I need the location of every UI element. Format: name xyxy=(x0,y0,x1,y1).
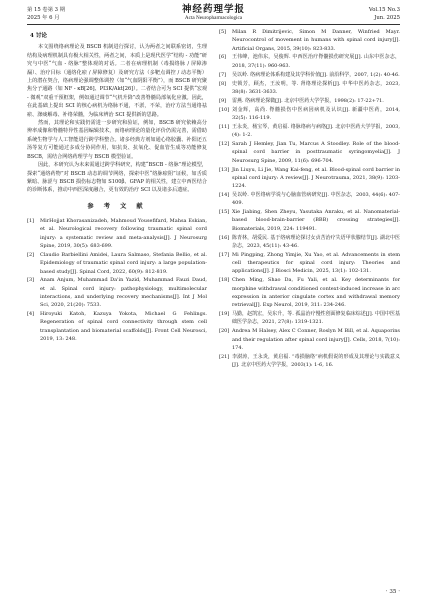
reference-number: [15] xyxy=(219,209,230,216)
reference-text: Jin Liuyu, Li Jie, Wang Kai-feng, et al. Blood-spinal cord barrier in spinal cord injury: A review[J]. J Neurotrauma, 2021, 38(9): 1203-1224. xyxy=(232,166,400,190)
journal-title: 神经药理学报 xyxy=(181,4,245,15)
reference-number: [3] xyxy=(27,277,35,284)
reference-text: 雷燕. 络病理论探微[J]. 北京中医药大学学报，1998(2): 17-22+71. xyxy=(232,97,384,104)
reference-number: [11] xyxy=(219,123,230,130)
discussion-paragraph: 然而，其理论和实践仍需进一步研究和验证，例如，BSCB 研究依赖高分辨率成像和脊髓特异性基因编辑技术，而络病理论的量化评价仍需完善，需借助系统生物学与人工智能进行跨学科整合。诸多经典方剂如通心络胶囊、补阳还五汤等复方可能通过多成分协同作用，如抗炎、抗氧化、促血管生成等功能修复 BSCB，需结合网络药理学与 BSCB 模型验证。 xyxy=(27,120,207,160)
reference-number: [12] xyxy=(219,141,230,148)
reference-text: MirHojjat Khorasanizadeh, Mahmoud Yousefifard, Mahsa Eskian, et al. Neurological recovery following traumatic spinal cord injury: a systematic review and meta-analysis[J]. J Neurosurg Spine, 2019, 30(5): 683-699. xyxy=(40,218,207,250)
reference-text: 马勤，赵凯宏，吴东升，等. 孤晶治疗慢性创面修复临床综述[J]. 中国中医基础医学杂志，2021, 27(8): 1319-1321. xyxy=(232,311,400,326)
reference-number: [21] xyxy=(219,353,230,360)
reference-item xyxy=(219,53,400,70)
reference-item xyxy=(219,251,400,276)
reference-text: Xie Jiabing, Shen Zheyu, Yasutaka Anraku, et al. Nanomaterial-based blood-brain-barrier (BBB) crossing strategies[J]. Biomaterials, 2019, 224: 119491. xyxy=(232,209,400,232)
reference-number: [8] xyxy=(219,80,227,87)
reference-number: [13] xyxy=(219,166,230,173)
reference-text: 李澍涛，王永炎，黄启福. “毒损脑络”病机假说的形成及其理论与实践意义[J]. 北京中医药大学学报，2003(1): 1-6, 16. xyxy=(232,353,400,369)
reference-number: [19] xyxy=(219,311,230,318)
journal-subtitle: Acta Neuropharmacologica xyxy=(184,15,243,21)
reference-number: [17] xyxy=(219,251,230,258)
references-heading: 参 考 文 献 xyxy=(87,202,147,210)
reference-item xyxy=(219,80,400,97)
reference-item xyxy=(219,191,400,208)
reference-text: 史锁芳，顾杰，王汝明，等. 肾络理论探析[J]. 中华中医药杂志，2023, 38(8): 3631-3633. xyxy=(232,80,400,95)
reference-text: Andrea M Halsey, Alex C Conner, Roslyn M Bill, et al. Aquaporins and their regulation after spinal cord injury[J]. Cells, 2018, 7(10): 174. xyxy=(232,328,400,351)
reference-number: [1] xyxy=(27,218,35,225)
reference-text: Sarah J Hemley, Jian Tu, Marcus A Stoodley. Role of the blood-spinal cord barrier in posttraumatic syringomyelia[J]. J Neurosurg Spine, 2009, 11(6): 696-704. xyxy=(232,141,400,164)
reference-number: [6] xyxy=(219,54,227,61)
reference-text: 王永炎，杨宝琴，黄启福. 络脉络病与病络[J]. 北京中医药大学学报，2003, (4): 1-2. xyxy=(232,123,400,139)
reference-number: [2] xyxy=(27,251,35,258)
reference-text: 刘金辉，高尚. 脊髓损伤中医病因病机及认识[J]. 新疆中医药，2014, 32(5): 116-119. xyxy=(232,106,400,121)
reference-number: [20] xyxy=(219,328,230,335)
reference-item xyxy=(219,71,400,79)
reference-text: Mi Pingping, Zhong Yimjie, Xu Yao, et al. Advancements in stem cell therapeutics for spinal cord injury: Theories and applications[J]. J Biosci Medicin, 2025, 13(1): 102-131. xyxy=(232,251,400,275)
reference-item xyxy=(27,251,207,276)
reference-item xyxy=(219,208,400,233)
reference-item xyxy=(219,106,400,123)
reference-item xyxy=(219,97,400,105)
reference-text: 王伟峰，池伟东，吴俊辉. 中西医治疗脊髓损伤研究展[J]. 山东中医杂志，2018, 37(11): 960-963. xyxy=(232,54,400,69)
reference-text: Anam Anjum, Muhammad Da'in Yazid, Muhammad Fauzi Daud, et al. Spinal cord injury: pathophysiology, multimolecular interactions, and underlying recovery mechanisms[J]. Int J Mol Sci, 2020, 21(20): 7533. xyxy=(40,277,207,309)
left-column xyxy=(27,28,207,344)
reference-number: [4] xyxy=(27,311,35,318)
reference-item xyxy=(219,28,400,53)
reference-number: [10] xyxy=(219,106,230,113)
issue-info-en xyxy=(369,6,400,22)
right-column xyxy=(219,28,400,370)
reference-item xyxy=(219,310,400,327)
reference-text: Claudio Barbiellini Amidei, Laura Salmaso, Stefania Bellio, et al. Epidemiology of traumatic spinal cord injury: a large population-based study[J]. Spinal Cord, 2022, 60(9): 812-819. xyxy=(40,251,207,275)
issue-volume-en: Vol.15 No.3 xyxy=(368,7,400,13)
reference-item xyxy=(219,276,400,309)
reference-text: Hiroyuki Katoh, Kazuya Yokota, Michael G Fehlings. Regeneration of spinal cord connectivity through stem cell transplantation and biomaterial scaffolds[J]. Front Cell Neurosci, 2019, 13: 248. xyxy=(40,311,207,343)
issue-date-en: Jun. 2025 xyxy=(374,15,400,21)
reference-text: Chen Ming, Shao Da, Fu Yali, et al. Key determinants for morphine withdrawal conditioned context-induced increase in arc expression in anterior cingulate cortex and withdrawal memory retrieval[J]. Exp Neurol, 2019, 311: 234-246. xyxy=(232,277,400,309)
discussion-paragraph: 因此，本研究认为未来需通过跨学科研究，构建“BSCB - 络脉”理论模型，探索“通络药物”对 BSCB 动态的调节网络，探索中医“络脉瘀阻”证候，如舌质紫暗、脉涩与 BSCB 损伤标志物如 S100β、GFAP 的相关性，建立中西医结合的诊断体系，推动中西医深度融合，更有效的治疗 SCI 以及诸多后遗症。 xyxy=(27,162,207,194)
reference-item xyxy=(219,166,400,191)
reference-number: [9] xyxy=(219,97,227,104)
discussion-paragraph: 本文围绕络病理论及 BSCB 机制进行探讨，认为两者之间联系密切，生理结构及病理机制具有极大相关性，两者之间，本质上是现代医学“结构 - 功能”研究与中医“气血 - 络脉”整体观的对话。二者在病理机制（毒损络脉 / 屏障渗漏）、治疗目标（通络化瘀 / 屏障修复）及研究方法（多靶点调控 / 动态平衡）上的潜在契合，络病理论强调整体调控（如“气血阴阳平衡”），而 BSCB 研究聚焦分子通路（如 NF - κB[26]、PI3K/Akt[26]）。二者结合可为 SCI 提供“宏观 - 微观”双重干预框架，例如通过调节“气机升降”改善脊髓局部氧化应激。因此，在此基础上提出 SCI 的核心病机为络脉不通，不淤，不荣，治疗方法当通络祛瘀、涤痰解毒、补络荣髓，为临床辨治 SCI 提供新的思路。 xyxy=(27,44,207,118)
reference-text: 吴以岭. 络病理论体系构建及其学科价值[J]. 前沿科学，2007, 1(2): 40-46. xyxy=(232,71,400,78)
reference-item xyxy=(219,327,400,352)
reference-number: [7] xyxy=(219,71,227,78)
reference-item xyxy=(219,234,400,251)
header-divider xyxy=(27,24,400,25)
reference-number: [18] xyxy=(219,277,230,284)
reference-item xyxy=(219,140,400,165)
reference-item xyxy=(219,353,400,370)
section-title-discussion: 4 讨论 xyxy=(30,33,48,39)
reference-text: 陈青林，胡爱民. 基于络病理论探讨女贞苦治疗失语甲状腺结节[J]. 湖北中医杂志，2023, 45(11): 43-46. xyxy=(232,234,400,249)
reference-item xyxy=(27,217,207,250)
reference-text: 吴以岭. 中医络病学说与心脑血管病研究[J]. 中医杂志，2003, 44(6): 407-409. xyxy=(232,191,400,207)
journal-title-block xyxy=(0,4,427,22)
reference-item xyxy=(219,123,400,140)
reference-number: [5] xyxy=(219,29,227,35)
issue-volume: 第 15 卷第 3 期 xyxy=(27,7,66,13)
reference-item xyxy=(27,310,207,343)
reference-number: [16] xyxy=(219,234,230,241)
issue-date: 2025 年 6 月 xyxy=(27,15,60,21)
reference-item xyxy=(27,276,207,309)
reference-number: [14] xyxy=(219,191,230,198)
page-number: · 35 · xyxy=(385,589,400,595)
reference-text: Milan R Dimitrijevic, Simon M Danner, Winfried Mayr. Neurocontrol of movement in humans with spinal cord injury[J]. Artificial Organs, 2015, 39(10): 823-833. xyxy=(232,29,400,52)
